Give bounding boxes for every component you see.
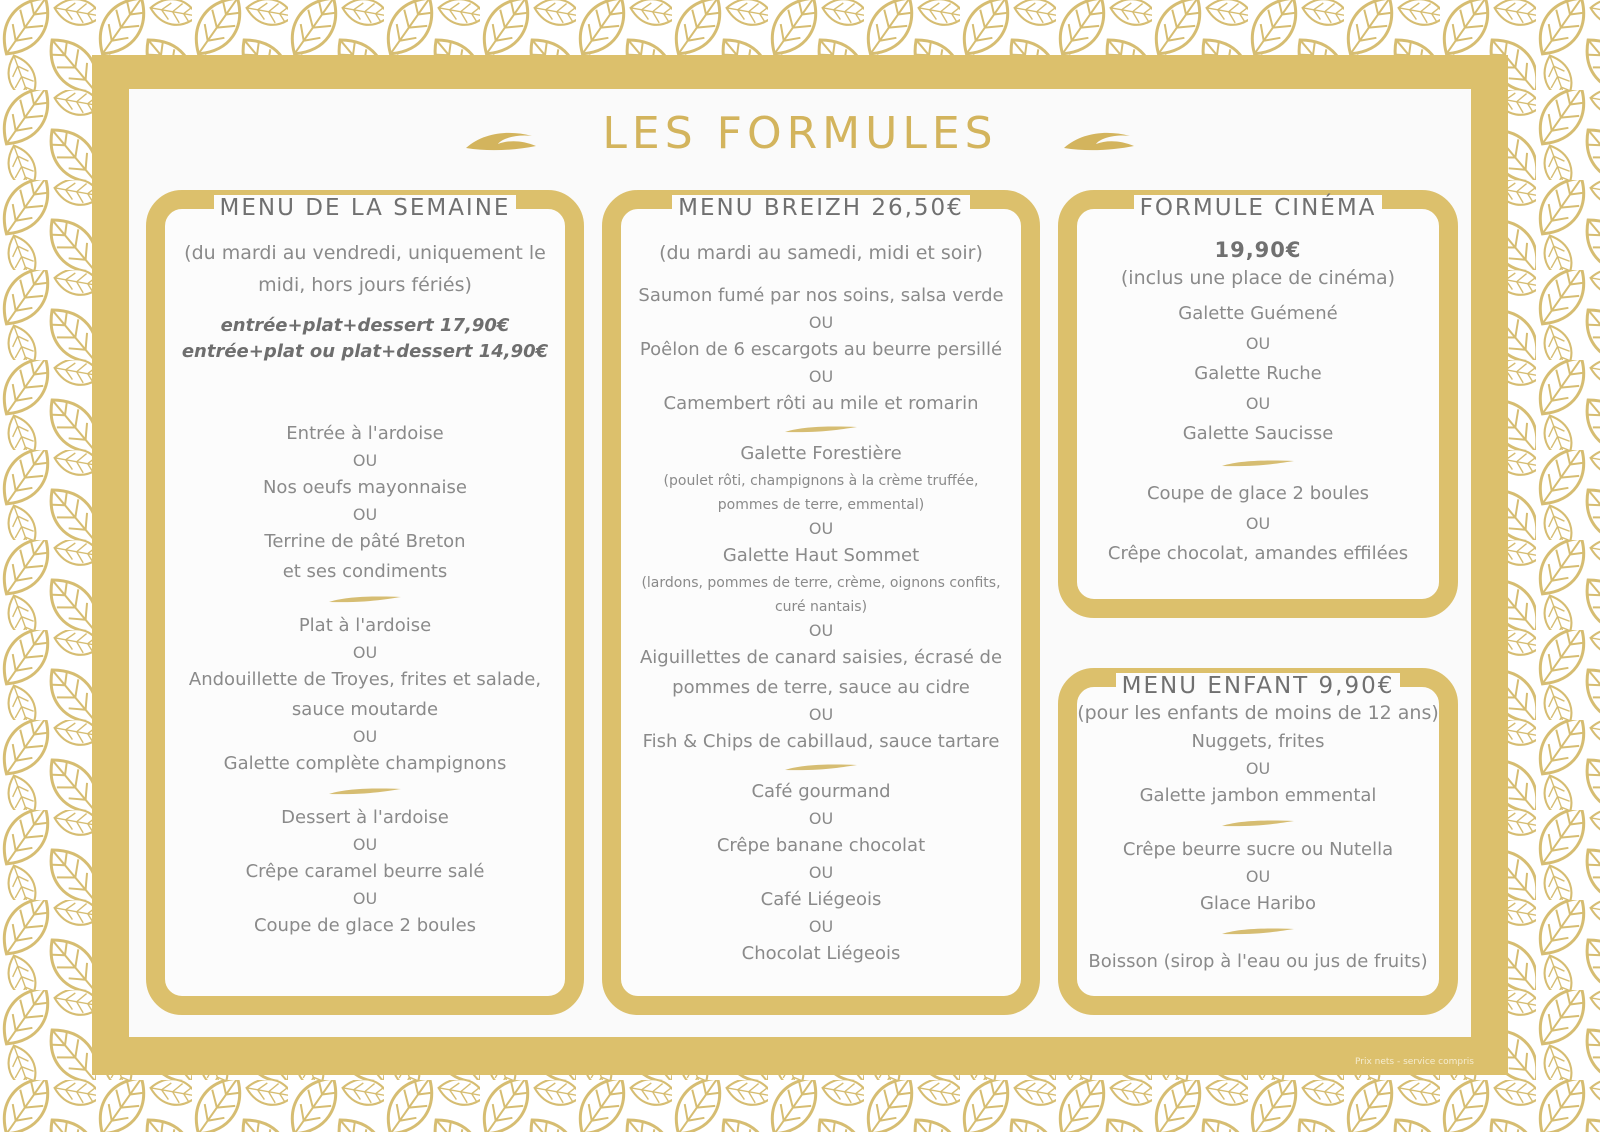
card-title-semaine: MENU DE LA SEMAINE [214,195,517,221]
or-separator: OU [1245,334,1271,353]
menu-item: Nuggets, frites [1191,731,1325,752]
or-separator: OU [808,863,834,882]
menu-item: Galette Guémené [1178,303,1338,324]
swirl-divider-icon [1220,817,1296,829]
menu-item: Poêlon de 6 escargots au beurre persillé [639,339,1003,360]
or-separator: OU [1245,867,1271,886]
card-title-enfant: MENU ENFANT 9,90€ [1116,673,1401,699]
or-separator: OU [352,643,378,662]
menu-item: Fish & Chips de cabillaud, sauce tartare [642,731,1000,752]
menu-item: Galette Haut Sommet [722,545,920,566]
menu-item: Crêpe caramel beurre salé [245,861,485,882]
or-separator: OU [352,505,378,524]
menu-item: Coupe de glace 2 boules [253,915,477,936]
or-separator: OU [808,519,834,538]
menu-item: Dessert à l'ardoise [281,807,449,828]
or-separator: OU [808,313,834,332]
or-separator: OU [808,367,834,386]
menu-item: Plat à l'ardoise [298,615,432,636]
menu-item: Entrée à l'ardoise [286,423,444,444]
menu-item: Galette Saucisse [1182,423,1334,444]
swirl-divider-icon [327,593,403,605]
menu-item: Coupe de glace 2 boules [1146,483,1370,504]
menu-item: Camembert rôti au mile et romarin [663,393,979,414]
or-separator: OU [352,835,378,854]
semaine-subtitle-1: (du mardi au vendredi, uniquement le [184,242,546,264]
menu-item-detail: pommes de terre, emmental) [717,497,925,513]
menu-item: Saumon fumé par nos soins, salsa verde [638,285,1004,306]
cinema-price: 19,90€ [1214,238,1302,262]
swirl-divider-icon [1220,925,1296,937]
menu-item: Boisson (sirop à l'eau ou jus de fruits) [1088,951,1428,972]
menu-item: Crêpe banane chocolat [716,835,926,856]
card-menu-enfant [1058,668,1458,1015]
or-separator: OU [352,889,378,908]
swirl-divider-icon [783,761,859,773]
or-separator: OU [1245,514,1271,533]
page-title: LES FORMULES [602,108,998,159]
menu-item: Crêpe beurre sucre ou Nutella [1122,839,1394,860]
enfant-subtitle: (pour les enfants de moins de 12 ans) [1077,702,1439,724]
semaine-subtitle-2: midi, hors jours fériés) [258,274,472,296]
menu-item: Glace Haribo [1199,893,1317,914]
card-title-breizh: MENU BREIZH 26,50€ [672,195,970,221]
or-separator: OU [352,451,378,470]
breizh-subtitle: (du mardi au samedi, midi et soir) [659,242,983,264]
menu-item: Galette Ruche [1194,363,1322,384]
menu-item: et ses condiments [282,561,448,582]
menu-item-detail: curé nantais) [774,599,868,615]
menu-item: Café gourmand [751,781,891,802]
semaine-price-1: entrée+plat+dessert 17,90€ [220,315,510,336]
menu-item: Andouillette de Troyes, frites et salade, [188,669,542,690]
or-separator: OU [808,809,834,828]
semaine-price-2: entrée+plat ou plat+dessert 14,90€ [181,341,549,362]
menu-item: Terrine de pâté Breton [264,531,466,552]
menu-item: pommes de terre, sauce au cidre [672,677,970,698]
or-separator: OU [808,621,834,640]
menu-item: Nos oeufs mayonnaise [262,477,468,498]
menu-item: Galette jambon emmental [1139,785,1377,806]
menu-item: Crêpe chocolat, amandes effilées [1107,543,1409,564]
swirl-divider-icon [1220,457,1296,469]
menu-item: sauce moutarde [291,699,439,720]
menu-item: Aiguillettes de canard saisies, écrasé de [639,647,1003,668]
menu-item: Café Liégeois [760,889,882,910]
menu-item: Chocolat Liégeois [741,943,901,964]
card-menu-breizh [602,190,1040,1015]
menu-item-detail: (poulet rôti, champignons à la crème truffée, [663,473,979,489]
menu-item: Galette Forestière [740,443,902,464]
card-formule-cinema [1058,190,1458,618]
menu-item-detail: (lardons, pommes de terre, crème, oignons confits, [641,575,1001,591]
title-swirl-right-icon [1060,128,1138,154]
card-menu-semaine [146,190,584,1015]
or-separator: OU [808,917,834,936]
or-separator: OU [808,705,834,724]
swirl-divider-icon [327,785,403,797]
swirl-divider-icon [783,423,859,435]
or-separator: OU [1245,394,1271,413]
footer-note: Prix nets - service compris [1354,1057,1474,1067]
or-separator: OU [1245,759,1271,778]
or-separator: OU [352,727,378,746]
cinema-subtitle: (inclus une place de cinéma) [1120,267,1396,289]
menu-item: Galette complète champignons [223,753,507,774]
card-title-cinema: FORMULE CINÉMA [1134,195,1383,221]
